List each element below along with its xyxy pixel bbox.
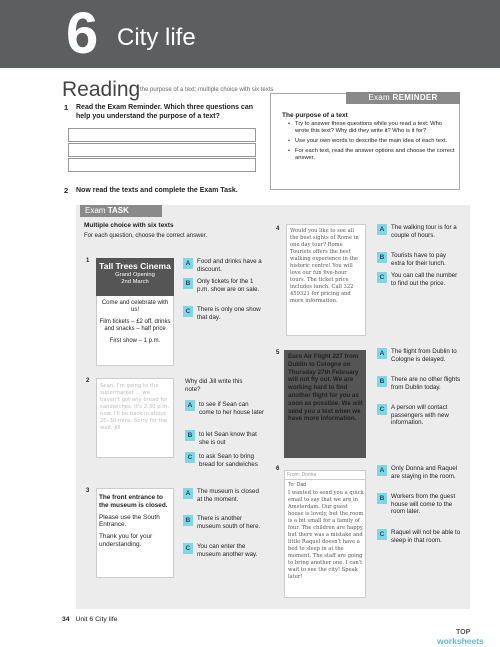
answer-field-1[interactable]: [68, 128, 256, 142]
email-from: From: Donna: [284, 470, 366, 480]
page-footer: [62, 616, 117, 623]
reminder-bullet: • Try to answer these questions while you read a text: Who wrote this text? Why did they write it? Who is it for?: [288, 121, 456, 135]
item-2-option-b[interactable]: B: [185, 430, 195, 441]
watermark-top: TOP: [456, 629, 471, 636]
watermark-bottom: worksheets: [437, 636, 484, 646]
cinema-line-1: Come and celebrate with us!: [101, 300, 169, 314]
item-2-question: Why did Jill write this note?: [185, 378, 243, 393]
cinema-line-2: Film tickets – £2 off, drinks and snacks – half price: [99, 318, 171, 333]
item-3-option-c[interactable]: C: [183, 543, 193, 554]
item-2-number: 2: [86, 378, 90, 384]
item-3-option-b[interactable]: B: [183, 515, 193, 526]
item-6-option-a[interactable]: A: [377, 465, 387, 476]
item-4-option-b[interactable]: B: [377, 252, 387, 263]
item-4-option-c-text: You can call the number to find out the price.: [391, 272, 458, 287]
item-4-option-b-text: Tourists have to pay extra for their lunch.: [391, 252, 447, 267]
museum-sign-line-2: Thank you for your understanding.: [99, 533, 153, 548]
item-1-option-a-text: Food and drinks have a discount.: [197, 258, 262, 273]
item-5-option-c-text: A person will contact passengers with new information.: [391, 404, 449, 427]
reminder-bullet: • Use your own words to describe the main idea of each text.: [288, 138, 456, 145]
unit-number: 6: [66, 1, 99, 66]
museum-sign-line-1: Please use the South Entrance.: [99, 513, 160, 529]
footer-label: Unit 6 City life: [75, 616, 118, 623]
item-3-option-a[interactable]: A: [183, 488, 193, 499]
page-number: 34: [62, 616, 70, 623]
museum-sign-bold: The front entrance to the museum is closed.: [99, 494, 168, 509]
item-6-option-b-text: Workers from the guest house will come to the room later.: [391, 493, 456, 516]
item-2-option-c[interactable]: C: [185, 452, 195, 463]
task-tag-bold: TASK: [107, 206, 129, 215]
item-3-number: 3: [86, 488, 90, 494]
question-1-number: 1: [64, 103, 69, 112]
item-5-option-a[interactable]: A: [377, 348, 387, 359]
question-2-text: Now read the texts and complete the Exam Task.: [76, 187, 238, 194]
item-6-option-c[interactable]: C: [377, 529, 387, 540]
cinema-sub2: 2nd March: [121, 279, 149, 285]
item-3-option-b-text: There is another museum south of here.: [197, 515, 261, 530]
exam-reminder-tag: [346, 92, 460, 104]
task-tag-light: Exam: [85, 206, 106, 215]
cinema-card-header: [96, 258, 174, 296]
item-2-option-b-text: to let Sean know that she is out: [199, 431, 257, 446]
item-6-option-a-text: Only Donna and Raquel are staying in the room.: [391, 465, 458, 480]
item-4-option-a-text: The walking tour is for a couple of hours.: [391, 224, 457, 239]
item-3-option-a-text: The museum is closed at the moment.: [197, 488, 259, 503]
item-6-option-b[interactable]: B: [377, 493, 387, 504]
cinema-line-3: First show – 1 p.m.: [109, 337, 161, 344]
question-2-number: 2: [64, 186, 69, 195]
item-4-option-c[interactable]: C: [377, 272, 387, 283]
item-1-option-b-text: Only tickets for the 1 p.m. show are on sale.: [197, 278, 260, 293]
email-to: To: Dad: [288, 482, 307, 488]
item-4-number: 4: [276, 226, 280, 232]
answer-field-3[interactable]: [68, 158, 256, 172]
exam-task-tag: [80, 205, 162, 217]
museum-sign-text: [99, 494, 173, 553]
item-5-option-c[interactable]: C: [377, 404, 387, 415]
unit-title: City life: [117, 24, 196, 51]
unit-header: [0, 0, 500, 68]
flight-notice-text: Euro Air Flight 227 from Dublin to Cologne on Thursday 27th February will not fly out. We are working hard to find another flight for you as soon as possible. We will send you a text when we have more information.: [288, 353, 363, 423]
item-6-option-c-text: Raquel will not be able to sleep in that room.: [391, 529, 461, 544]
item-1-option-a[interactable]: A: [183, 258, 193, 269]
cinema-title: Tall Trees Cinema: [99, 261, 171, 271]
item-5-option-b[interactable]: B: [377, 376, 387, 387]
email-body: I wanted to send you a quick email to say that we are in Amsterdam. Our guest house is lovely, but the room is a bit small for a family of four. The children are happy, but there was a mistake and little Raquel doesn't have a bed to sleep in at the moment. The staff are going to bring another one. I can't wait to see the city! Speak later!: [288, 490, 364, 580]
item-2-option-a[interactable]: A: [185, 400, 195, 411]
reminder-tag-bold: REMINDER: [392, 93, 438, 102]
item-5-number: 5: [276, 350, 280, 356]
item-6-number: 6: [276, 466, 280, 472]
section-subtitle: the purpose of a text; multiple choice with six texts: [140, 87, 274, 93]
jill-note: Sean, I'm going to the supermarket … we haven't got any bread for sandwiches. It's 2.30 p.m. now. I'll be back in about 20–30 mins. Sorry for the wait. Jill: [100, 383, 170, 431]
reminder-heading: The purpose of a text: [282, 112, 348, 119]
reminder-bullet: • For each text, read the answer options and choose the correct answer.: [288, 148, 456, 162]
item-3-option-c-text: You can enter the museum another way.: [197, 543, 258, 558]
item-1-option-c-text: There is only one show that day.: [197, 306, 261, 321]
item-5-option-b-text: There are no other flights from Dublin today.: [391, 376, 461, 391]
cinema-sub1: Grand Opening: [115, 272, 155, 278]
reminder-bullets: [288, 121, 456, 165]
item-1-number: 1: [86, 258, 90, 264]
item-1-option-b[interactable]: B: [183, 278, 193, 289]
task-heading: Multiple choice with six texts: [84, 222, 174, 229]
item-2-option-a-text: to see if Sean can come to her house later: [199, 401, 265, 416]
section-title: Reading: [62, 78, 141, 101]
task-instruction: For each question, choose the correct answer.: [84, 233, 208, 239]
item-4-option-a[interactable]: A: [377, 224, 387, 235]
rome-advert-text: Would you like to see all the best sights of Rome in one day tour? Rome Tourists offers the best walking experience in the historic centre! You will love our fun five-hour tours. The ticket price includes lunch. Call 322 459321 for pricing and more information.: [290, 228, 359, 304]
item-5-option-a-text: The flight from Dublin to Cologne is delayed.: [391, 348, 457, 363]
reminder-tag-light: Exam: [368, 93, 391, 102]
item-1-option-c[interactable]: C: [183, 306, 193, 317]
item-2-option-c-text: to ask Sean to bring bread for sandwiches: [199, 453, 258, 468]
answer-field-2[interactable]: [68, 143, 256, 157]
cinema-card-body: [99, 300, 171, 349]
question-1-text: Read the Exam Reminder. Which three questions can help you understand the purpose of a text?: [76, 104, 253, 120]
